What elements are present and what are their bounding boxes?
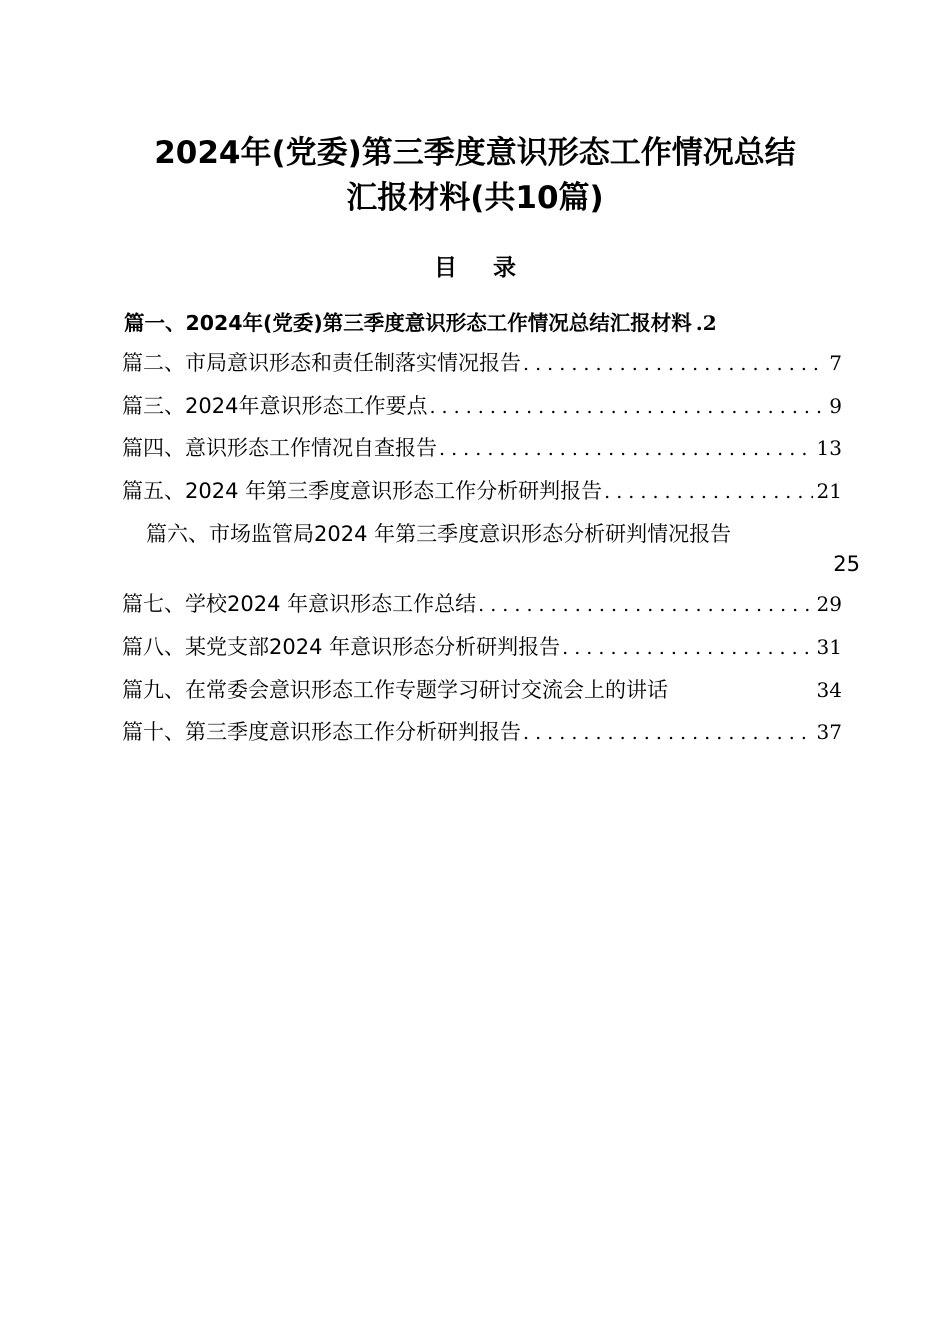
toc-entry-label: 篇五、2024 年第三季度意识形态工作分析研判报告	[122, 479, 603, 503]
toc-entry-page: 29	[816, 592, 842, 616]
toc-leader-dots	[521, 716, 813, 750]
toc-leader-dots	[521, 347, 825, 381]
document-title-line-1: 2024年(党委)第三季度意识形态工作情况总结	[154, 135, 796, 171]
toc-entry-page: 37	[816, 720, 842, 744]
toc-leader-dots	[437, 432, 813, 466]
toc-entry-page: 13	[816, 436, 842, 460]
toc-entry-label: 篇二、市局意识形态和责任制落实情况报告	[122, 351, 521, 375]
toc-entry-page: 9	[829, 394, 842, 418]
toc-entry-page: 7	[829, 351, 842, 375]
toc-entry-label: 篇三、2024年意识形态工作要点	[122, 394, 428, 418]
toc-entry-label: 篇四、意识形态工作情况自查报告	[122, 436, 437, 460]
toc-entry-8[interactable]	[122, 630, 842, 664]
document-title-line-2: 汇报材料(共10篇)	[346, 180, 604, 216]
toc-leader-dots	[476, 588, 812, 622]
toc-entry-9[interactable]	[122, 673, 842, 707]
toc-leader-dots	[427, 390, 825, 424]
toc-entry-label: 篇七、学校2024 年意识形态工作总结	[122, 592, 477, 616]
toc-entry-10[interactable]	[122, 715, 842, 749]
toc-heading: 目 录	[433, 255, 530, 281]
toc-entry-label: 篇一、2024年(党委)第三季度意识形态工作情况总结汇报材料	[124, 311, 692, 335]
toc-entry-5[interactable]	[122, 474, 842, 508]
toc-entry-4[interactable]	[122, 431, 842, 465]
toc-entry-label: 篇十、第三季度意识形态工作分析研判报告	[122, 720, 521, 744]
toc-entry-6[interactable]: 篇六、市场监管局2024 年第三季度意识形态分析研判情况报告	[146, 522, 732, 546]
toc-leader-dots	[602, 475, 812, 509]
toc-entry-label: 篇八、某党支部2024 年意识形态分析研判报告	[122, 635, 561, 659]
toc-entry-page: 31	[816, 635, 842, 659]
toc-entry-2[interactable]	[122, 346, 842, 380]
toc-entry-page: 34	[816, 678, 842, 702]
toc-entry-1[interactable]	[124, 306, 848, 340]
toc-entry-3[interactable]	[122, 389, 842, 423]
toc-entry-6-page: 25	[833, 552, 860, 576]
toc-leader-dots	[560, 631, 812, 665]
toc-entry-page: 21	[816, 479, 842, 503]
toc-entry-page: .2	[695, 311, 717, 335]
toc-entry-7[interactable]	[122, 587, 842, 621]
toc-entry-label: 篇九、在常委会意识形态工作专题学习研讨交流会上的讲话	[122, 678, 668, 702]
